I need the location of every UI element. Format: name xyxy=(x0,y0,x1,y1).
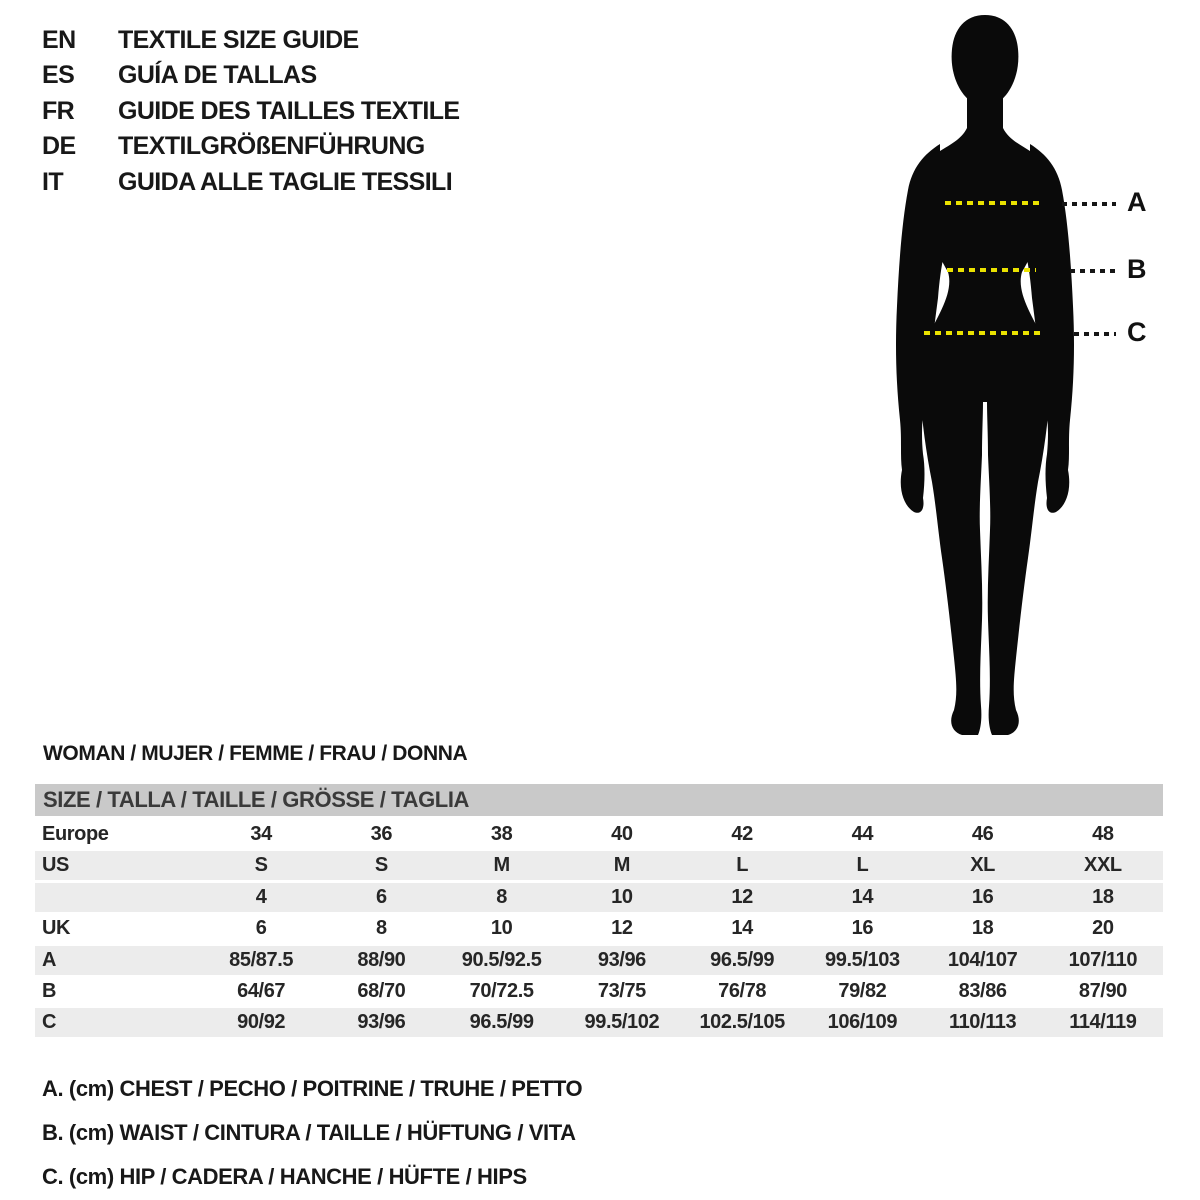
size-cell: 99.5/103 xyxy=(825,948,900,971)
legend-item: C. (cm) HIP / CADERA / HANCHE / HÜFTE / HIPS xyxy=(42,1164,527,1189)
size-cell: 38 xyxy=(490,823,513,845)
table-row xyxy=(35,851,1163,880)
size-cell: 8 xyxy=(496,885,507,908)
size-cell: 96.5/99 xyxy=(710,948,775,971)
size-table-header: SIZE / TALLA / TAILLE / GRÖSSE / TAGLIA xyxy=(35,784,1163,816)
size-cell: 88/90 xyxy=(357,948,406,971)
size-cell: M xyxy=(613,854,630,877)
size-cell: 64/67 xyxy=(237,979,286,1002)
language-title: GUIDE DES TAILLES TEXTILE xyxy=(118,96,460,125)
row-label: B xyxy=(42,979,57,1002)
language-title: GUÍA DE TALLAS xyxy=(118,61,317,90)
size-cell: XXL xyxy=(1084,854,1122,877)
row-label: US xyxy=(42,854,69,877)
language-code: ES xyxy=(42,61,75,90)
size-cell: 76/78 xyxy=(718,979,767,1002)
legend-item: A. (cm) CHEST / PECHO / POITRINE / TRUHE / PETTO xyxy=(42,1076,583,1101)
size-cell: 20 xyxy=(1092,917,1114,940)
size-cell: 90.5/92.5 xyxy=(461,948,542,971)
table-row xyxy=(35,883,1163,912)
size-cell: 110/113 xyxy=(948,1011,1017,1034)
size-cell: 87/90 xyxy=(1078,979,1127,1002)
table-row xyxy=(35,820,1163,849)
language-row xyxy=(42,134,460,160)
table-row xyxy=(35,914,1163,943)
gender-heading: WOMAN / MUJER / FEMME / FRAU / DONNA xyxy=(43,742,468,765)
size-cell: 8 xyxy=(376,917,387,940)
size-cell: 6 xyxy=(376,885,387,908)
size-cell: S xyxy=(254,854,268,877)
size-cell: 14 xyxy=(851,885,874,908)
size-cell: 10 xyxy=(611,885,633,908)
size-cell: 6 xyxy=(255,917,267,940)
language-code: FR xyxy=(42,96,75,125)
size-cell: 16 xyxy=(851,917,874,940)
woman-silhouette xyxy=(860,10,1110,740)
chest-measure-dash xyxy=(945,201,1042,205)
language-code: EN xyxy=(42,25,76,54)
size-table xyxy=(35,784,1163,1040)
row-label: A xyxy=(42,948,57,971)
marker-label-a: A xyxy=(1127,187,1147,217)
size-cell: 70/72.5 xyxy=(469,979,534,1002)
table-row xyxy=(35,1008,1163,1037)
size-cell: L xyxy=(736,854,749,877)
language-row xyxy=(42,63,460,89)
size-cell: 18 xyxy=(971,917,994,940)
size-cell: 44 xyxy=(851,823,874,845)
hip-measure-dash xyxy=(924,331,1043,335)
size-cell: 85/87.5 xyxy=(229,948,294,971)
size-cell: 99.5/102 xyxy=(584,1011,660,1034)
measurement-legend xyxy=(42,1076,582,1200)
size-cell: 42 xyxy=(731,823,753,845)
waist-measure-dash xyxy=(947,268,1036,272)
chest-connector-dots xyxy=(1062,202,1116,206)
legend-item: B. (cm) WAIST / CINTURA / TAILLE / HÜFTUNG / VITA xyxy=(42,1120,576,1145)
size-cell: 16 xyxy=(971,885,994,908)
size-cell: M xyxy=(493,854,510,877)
size-cell: 90/92 xyxy=(237,1011,286,1034)
size-cell: 12 xyxy=(731,885,753,908)
size-cell: 46 xyxy=(971,823,994,845)
language-code: DE xyxy=(42,132,76,161)
size-cell: 104/107 xyxy=(947,948,1018,971)
waist-connector-dots xyxy=(1070,269,1116,273)
size-cell: 18 xyxy=(1092,885,1114,908)
language-title: TEXTILE SIZE GUIDE xyxy=(118,25,359,54)
marker-label-b: B xyxy=(1127,254,1147,284)
size-cell: S xyxy=(374,854,388,877)
size-cell: 73/75 xyxy=(597,979,646,1002)
table-row xyxy=(35,946,1163,975)
size-cell: 68/70 xyxy=(357,979,406,1002)
row-label: C xyxy=(42,1011,57,1034)
language-title-block xyxy=(42,27,460,205)
size-cell: 106/109 xyxy=(827,1011,898,1034)
size-cell: 14 xyxy=(731,917,753,940)
language-code: IT xyxy=(42,167,64,196)
size-cell: XL xyxy=(970,854,995,877)
size-cell: 4 xyxy=(255,885,267,908)
table-row xyxy=(35,977,1163,1006)
size-table-body xyxy=(35,820,1163,1037)
size-cell: 96.5/99 xyxy=(469,1011,534,1034)
size-cell: 102.5/105 xyxy=(699,1011,785,1034)
size-cell: 34 xyxy=(250,823,272,845)
row-label: Europe xyxy=(42,823,109,845)
size-cell: 114/119 xyxy=(1069,1011,1137,1034)
size-cell: L xyxy=(856,854,869,877)
language-row xyxy=(42,98,460,124)
language-row xyxy=(42,27,460,53)
size-cell: 10 xyxy=(490,917,513,940)
size-cell: 40 xyxy=(611,823,633,845)
size-cell: 48 xyxy=(1092,823,1114,845)
language-title: GUIDA ALLE TAGLIE TESSILI xyxy=(118,167,453,196)
size-cell: 93/96 xyxy=(597,948,646,971)
language-title: TEXTILGRÖßENFÜHRUNG xyxy=(118,132,425,161)
language-row xyxy=(42,169,460,195)
size-cell: 12 xyxy=(611,917,633,940)
row-label: UK xyxy=(42,917,71,940)
size-cell: 79/82 xyxy=(838,979,887,1002)
size-cell: 36 xyxy=(370,823,393,845)
size-cell: 93/96 xyxy=(357,1011,406,1034)
hip-connector-dots xyxy=(1074,332,1116,336)
size-cell: 107/110 xyxy=(1068,948,1138,971)
marker-label-c: C xyxy=(1127,317,1147,347)
size-cell: 83/86 xyxy=(958,979,1007,1002)
